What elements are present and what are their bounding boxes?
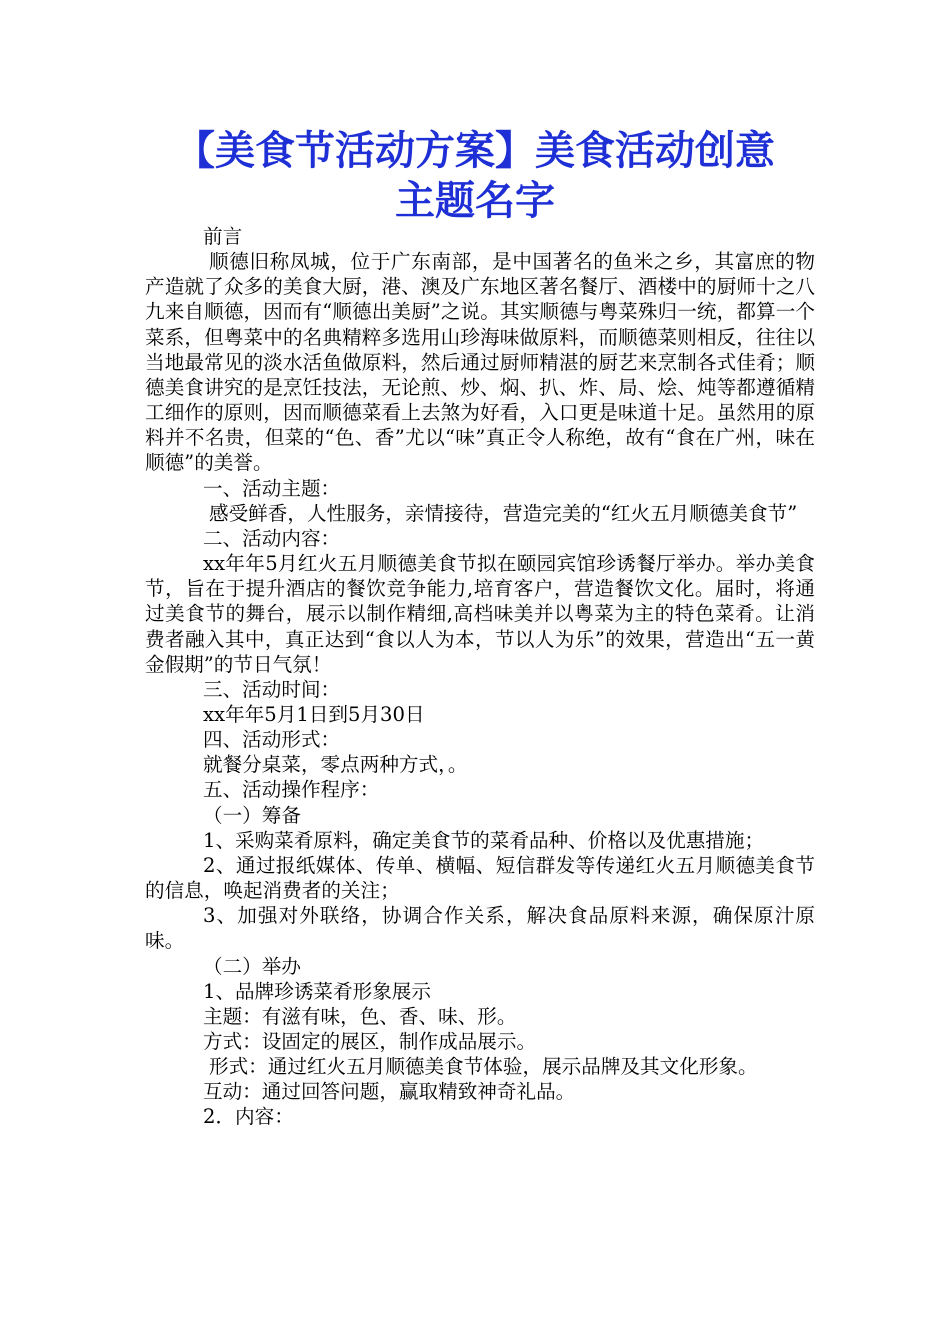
paragraph: （一）筹备 bbox=[203, 803, 301, 827]
paragraph: 二、活动内容： bbox=[203, 526, 341, 550]
paragraph: 1、采购菜肴原料，确定美食节的菜肴品种、价格以及优惠措施； bbox=[203, 828, 765, 852]
paragraph: 就餐分桌菜，零点两种方式，。 bbox=[203, 753, 468, 777]
paragraph: 主题：有滋有味，色、香、味、形。 bbox=[203, 1004, 517, 1028]
paragraph: 2．内容： bbox=[203, 1105, 294, 1129]
paragraph: 方式：设固定的展区，制作成品展示。 bbox=[203, 1030, 537, 1053]
paragraph: 五、活动操作程序： bbox=[203, 778, 380, 802]
paragraph: 1、品牌珍诱菜肴形象展示 bbox=[203, 979, 431, 1003]
document-title-line-1: 【美食节活动方案】美食活动创意 bbox=[175, 127, 775, 174]
paragraph: 四、活动形式： bbox=[203, 728, 341, 752]
document-title-line-2: 主题名字 bbox=[395, 177, 555, 224]
paragraph: xx年年5月1日到5月30日 bbox=[203, 702, 425, 726]
paragraph: 一、活动主题： bbox=[203, 476, 341, 500]
paragraph: （二）举办 bbox=[203, 954, 301, 978]
paragraph: 顺德旧称凤城，位于广东南部，是中国著名的鱼米之乡，其富庶的物产造就了众多的美食大厨，港、澳及广东地区著名餐厅、酒楼中的厨师十之八九来自顺德，因而有“顺德出美厨”之说。其实顺德与粤菜殊归一统，都算一个菜系，但粤菜中的名典精粹多选用山珍海味做原料，而顺德菜则相反，往往以当地最常见的淡水活鱼做原料，然后通过厨师精湛的厨艺来烹制各式佳肴；顺德美食讲究的是烹饪技法，无论煎、炒、焖、扒、炸、局、烩、炖等都遵循精工细作的原则，因而顺德菜看上去煞为好看，入口更是味道十足。虽然用的原料并不名贵，但菜的“色、香”尤以“味”真正令人称绝，故有“食在广州，味在顺德”的美誉。 bbox=[145, 250, 815, 475]
document-body bbox=[145, 224, 815, 1130]
paragraph: 3、加强对外联络，协调合作关系，解决食品原料来源，确保原汁原味。 bbox=[145, 904, 815, 953]
paragraph: 形式：通过红火五月顺德美食节体验，展示品牌及其文化形象。 bbox=[209, 1055, 758, 1079]
paragraph: 前言 bbox=[203, 225, 243, 248]
paragraph: 互动：通过回答问题，赢取精致神奇礼品。 bbox=[203, 1080, 576, 1104]
paragraph: 感受鲜香，人性服务，亲情接待，营造完美的“红火五月顺德美食节” bbox=[209, 501, 798, 525]
paragraph: 2、通过报纸媒体、传单、横幅、短信群发等传递红火五月顺德美食节的信息，唤起消费者的关注； bbox=[145, 853, 815, 903]
paragraph: 三、活动时间： bbox=[203, 677, 341, 701]
paragraph: xx年年5月红火五月顺德美食节拟在颐园宾馆珍诱餐厅举办。举办美食节，旨在于提升酒店的餐饮竞争能力,培育客户，营造餐饮文化。届时，将通过美食节的舞台，展示以制作精细,高档味美并以粤菜为主的特色菜肴。让消费者融入其中，真正达到“食以人为本，节以人为乐”的效果，营造出“五一黄金假期”的节日气氛！ bbox=[145, 552, 815, 676]
